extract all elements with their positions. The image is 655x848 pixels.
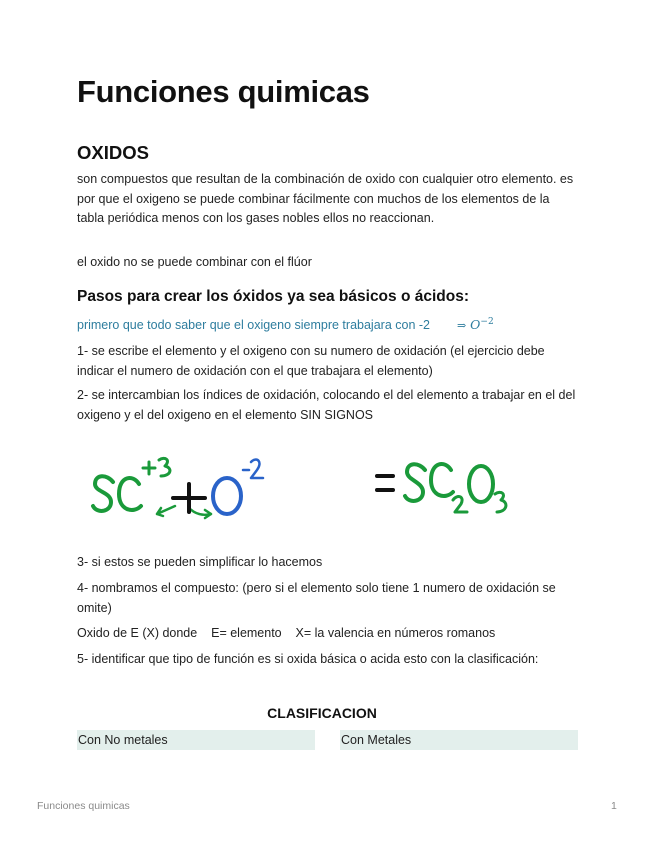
hw-c-right [431,464,453,496]
step-5: 5- identificar que tipo de función es si oxida básica o acida esto con la clasificación: [77,652,539,666]
handwritten-equation [77,440,577,540]
oxygen-exponent: −2 [480,317,494,327]
fluor-note: el oxido no se puede combinar con el flúor [77,255,312,269]
oxygen-formula [457,317,494,332]
oxygen-symbol: O [470,317,481,333]
classification-col-metals: Con Metales [340,730,578,750]
hw-arrow-right [189,508,211,518]
intro-paragraph: son compuestos que resultan de la combinación de oxido con cualquier otro elemento. es por que el oxigeno se puede combinar fácilmente con muchos de los elementos de la tabla periódica menos con los gases nobles ellos no reaccionan. [77,172,574,225]
classification-col-nonmetals: Con No metales [77,730,315,750]
step-3: 3- si estos se pueden simplificar lo hacemos [77,555,323,569]
section-heading-oxidos: OXIDOS [77,142,149,163]
steps-heading: Pasos para crear los óxidos ya sea básicos o ácidos: [77,288,469,305]
step-4: 4- nombramos el compuesto: (pero si el elemento solo tiene 1 numero de oxidación se omite) [77,581,556,615]
hw-plus-small [143,462,155,474]
hw-three [159,458,170,476]
hw-c-left [119,478,141,510]
step-2: 2- se intercambian los índices de oxidación, colocando el del elemento a trabajar en el del oxigeno y el del oxigeno en el elemento SIN SIGNOS [77,388,576,422]
page-title: Funciones quimicas [77,74,370,109]
hw-s-right [405,464,425,501]
footer-title: Funciones quimicas [37,800,130,812]
hw-equals [377,476,393,490]
oxygen-note [77,313,577,336]
naming-rule: Oxido de E (X) donde E= elemento X= la valencia en números romanos [77,626,496,640]
footer-page-number: 1 [611,800,617,812]
hw-sub-2 [453,497,467,512]
hw-arrow-left [157,506,175,516]
oxygen-note-text: primero que todo saber que el oxigeno siempre trabajara con -2 [77,318,430,333]
hw-oxygen-right [469,466,493,502]
hw-oxygen [213,478,241,514]
implies-arrow: ⇒ [456,319,467,333]
classification-title: CLASIFICACION [267,705,377,721]
hw-sub-3 [495,492,506,512]
hw-plus [173,484,205,512]
step-1: 1- se escribe el elemento y el oxigeno con su numero de oxidación (el ejercicio debe indicar el numero de oxidación con el que trabajara el elemento) [77,344,545,378]
hw-s-left [93,476,113,511]
hw-two [251,460,263,478]
